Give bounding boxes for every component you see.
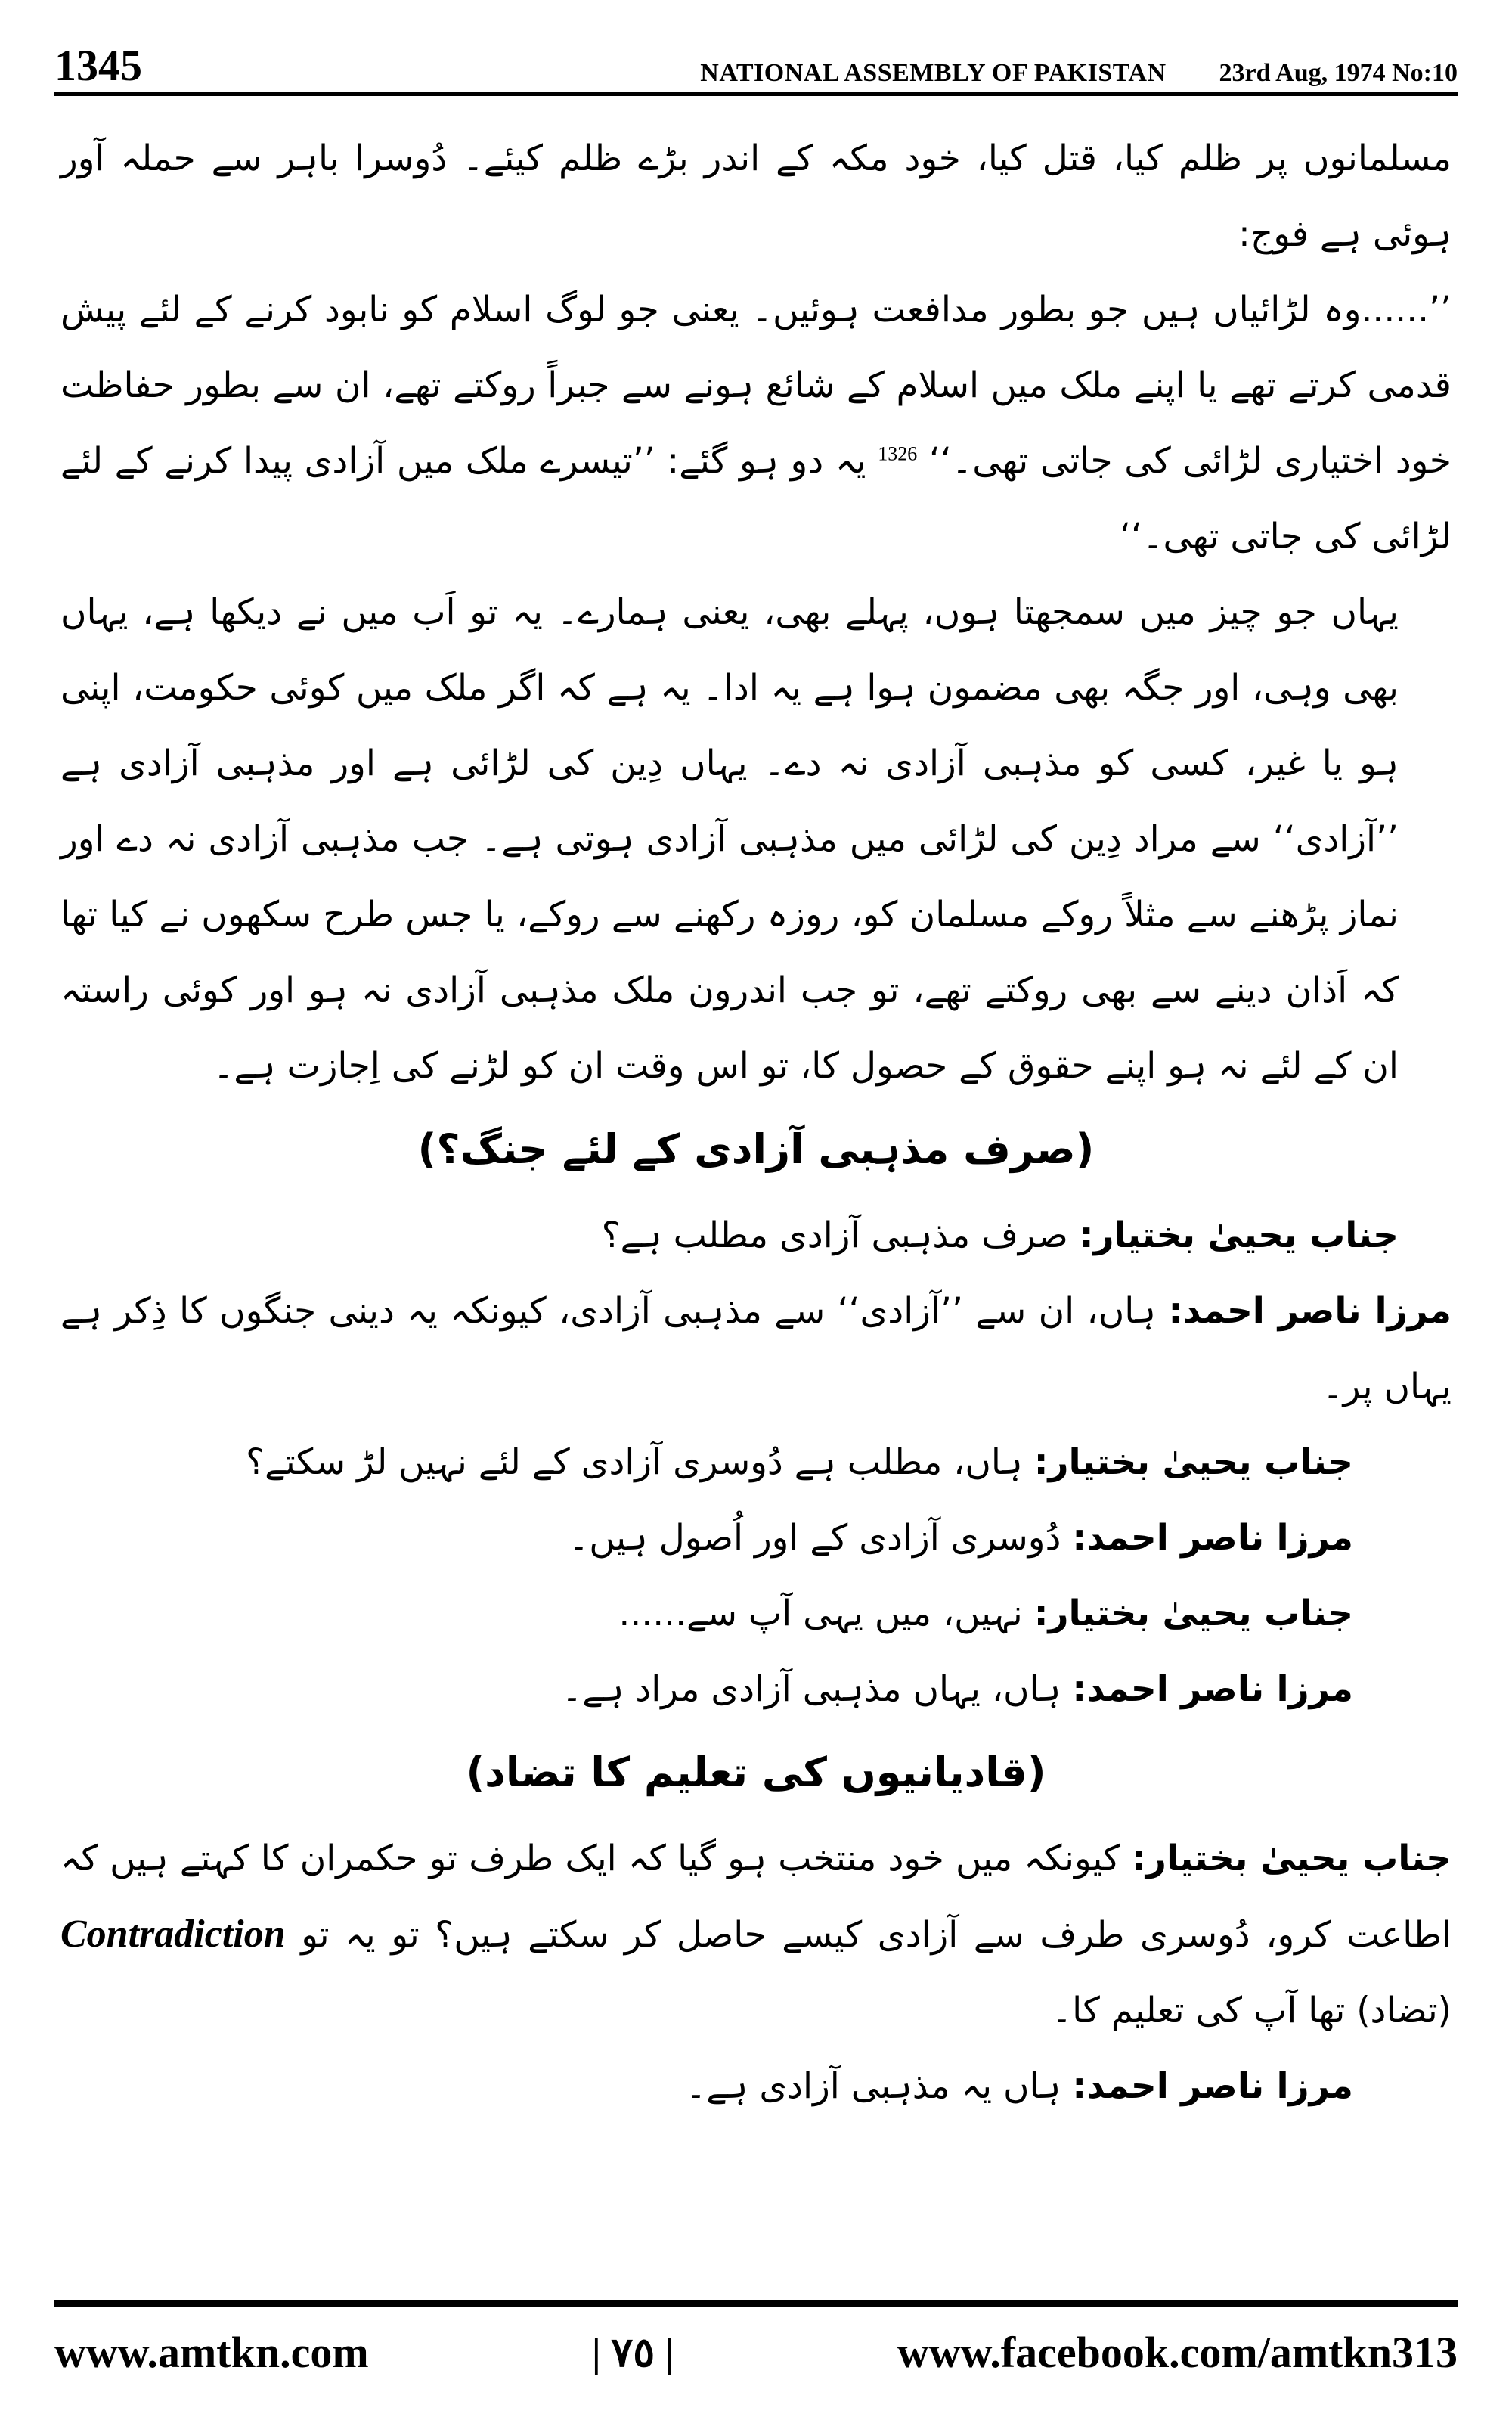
paragraph-3: یہاں جو چیز میں سمجھتا ہوں، پہلے بھی، یعنی ہمارے۔ یہ تو اَب میں نے دیکھا ہے، یہاں بھی وہی، اور جگہ بھی مضمون ہوا ہے یہ ادا۔ یہ ہے کہ اگر ملک میں کوئی حکومت، اپنی ہو یا غیر، کسی کو مذہبی آزادی نہ دے۔ یہاں دِین کی لڑائی ہے اور مذہبی آزادی ہے ’’آزادی‘‘ سے مراد دِین کی لڑائی میں مذہبی آزادی ہوتی ہے۔ جب مذہبی آزادی نہ دے اور نماز پڑھنے سے مثلاً روکے مسلمان کو، روزہ رکھنے سے روکے، یا جس طرح سکھوں نے کیا تھا کہ اَذان دینے سے بھی روکتے تھے، تو جب اندرون ملک مذہبی آزادی نہ ہو اور کوئی راستہ ان کے لئے نہ ہو اپنے حقوق کے حصول کا، تو اس وقت ان کو لڑنے کی اِجازت ہے۔ [60,591,1399,1087]
section-heading-1: (صرف مذہبی آزادی کے لئے جنگ؟) [417,1125,1095,1173]
quotation [60,272,1452,575]
speaker-name: مرزا ناصر احمد: [1168,1290,1452,1332]
page-footer [54,2322,1458,2382]
dialogue-line-1 [60,1198,1452,1274]
website-link[interactable]: www.amtkn.com [54,2327,369,2377]
dialogue-text: صرف مذہبی آزادی مطلب ہے؟ [601,1215,1068,1256]
dialogue-line-6 [60,1652,1452,1727]
issue-date: 23rd Aug, 1974 No:10 [1219,59,1458,87]
speaker-name: جناب یحییٰ بختیار: [1079,1215,1399,1256]
dialogue-text: ہاں، ان سے ’’آزادی‘‘ سے مذہبی آزادی، کیونکہ یہ دینی جنگوں کا ذِکر ہے یہاں پر۔ [60,1290,1452,1407]
speaker-name: مرزا ناصر احمد: [1072,2065,1353,2107]
speaker-name: مرزا ناصر احمد: [1072,1668,1353,1710]
speaker-name: جناب یحییٰ بختیار: [1132,1838,1452,1879]
header-rule [54,92,1458,96]
dialogue-text: ہاں یہ مذہبی آزادی ہے۔ [685,2065,1061,2107]
dialogue-line-7 [60,1821,1452,2049]
footnote-ref: 1326 [878,442,918,465]
quote-text: ’’......وہ لڑائیاں ہیں جو بطور مدافعت ہوئیں۔ یعنی جو لوگ اسلام کو نابود کرنے کے لئے پیش قدمی کرتے تھے یا اپنے ملک میں اسلام کے شائع ہونے سے جبراً روکتے تھے، ان سے بطور حفاظت خود اختیاری لڑائی کی جاتی تھی۔‘‘ [60,289,1452,482]
dialogue-line-3 [60,1425,1452,1500]
english-term: Contradiction [60,1913,286,1956]
speaker-name: مرزا ناصر احمد: [1072,1517,1353,1559]
publication-title: NATIONAL ASSEMBLY OF PAKISTAN [700,59,1167,87]
document-body [60,121,1452,2261]
dialogue-text: دُوسری آزادی کے اور اُصول ہیں۔ [568,1517,1061,1559]
paragraph-1: مسلمانوں پر ظلم کیا، قتل کیا، خود مکہ کے اندر بڑے ظلم کیئے۔ دُوسرا باہر سے حملہ آور ہوئی ہے فوج: [60,138,1452,255]
section-heading-2: (قادیانیوں کی تعلیم کا تضاد) [466,1748,1046,1796]
footer-page-marker: | ٧٥ | [591,2329,674,2375]
dialogue-text-cont: (تضاد) تھا آپ کی تعلیم کا۔ [1051,1990,1452,2031]
dialogue-text: کیونکہ میں خود منتخب ہو گیا کہ ایک طرف تو حکمران کا کہتے ہیں کہ اطاعت کرو، دُوسری طرف سے آزادی کیسے حاصل کر سکتے ہیں؟ تو یہ تو [60,1838,1452,1956]
dialogue-line-5 [60,1576,1452,1652]
dialogue-line-8 [60,2049,1452,2124]
dialogue-line-4 [60,1500,1452,1576]
page-header [54,27,1458,88]
dialogue-text: ہاں، یہاں مذہبی آزادی مراد ہے۔ [561,1668,1061,1710]
dialogue-line-2 [60,1274,1452,1425]
dialogue-text: نہیں، میں یہی آپ سے...... [618,1593,1023,1634]
dialogue-text: ہاں، مطلب ہے دُوسری آزادی کے لئے نہیں لڑ سکتے؟ [246,1441,1023,1483]
facebook-link[interactable]: www.facebook.com/amtkn313 [897,2327,1458,2377]
quote-tail: یہ دو ہو گئے: ’’تیسرے ملک میں آزادی پیدا کرنے کے لئے لڑائی کی جاتی تھی۔‘‘ [60,440,1452,557]
speaker-name: جناب یحییٰ بختیار: [1033,1441,1353,1483]
footer-rule [54,2300,1458,2307]
speaker-name: جناب یحییٰ بختیار: [1033,1593,1353,1634]
page-number: 1345 [54,41,142,90]
